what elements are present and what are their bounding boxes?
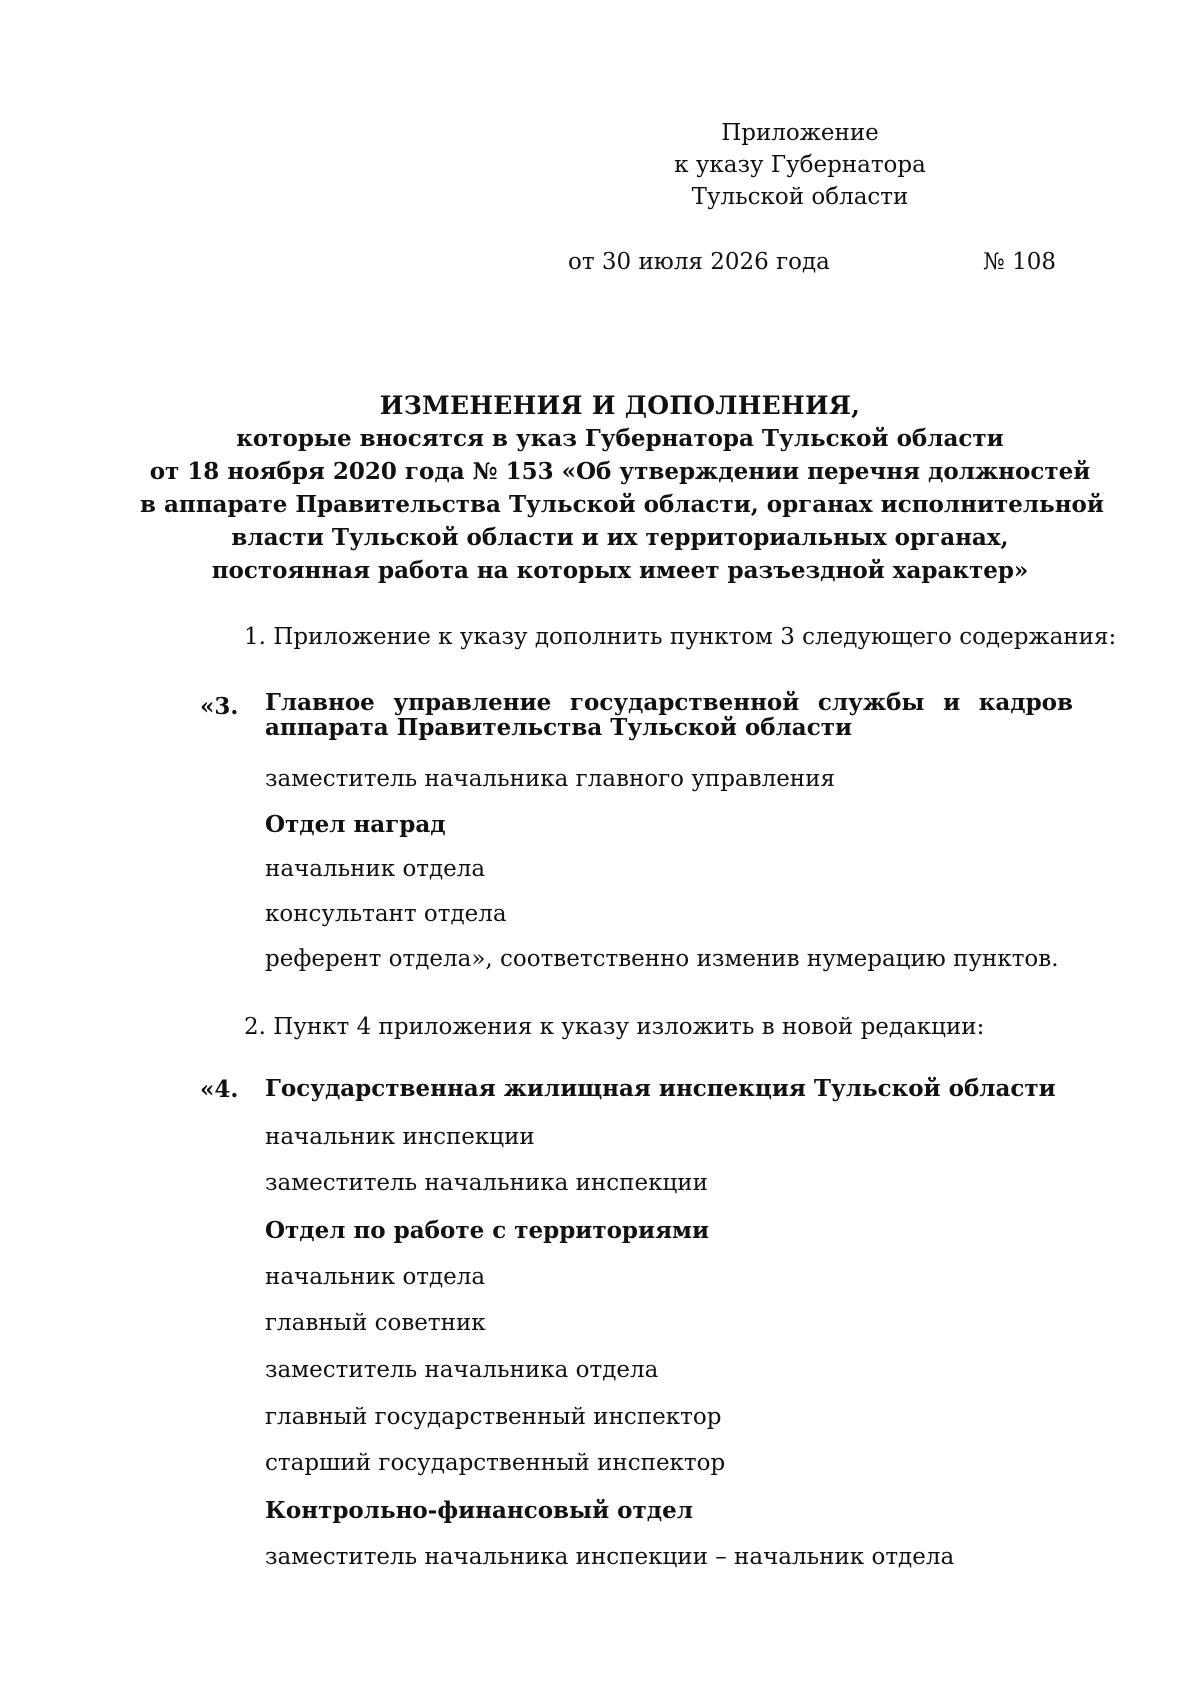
position-item: консультант отдела [265,901,507,927]
position-item: главный государственный инспектор [265,1404,722,1430]
title-line: власти Тульской области и их территориальных органах, [231,524,1009,551]
decree-number: № 108 [983,249,1056,275]
title-line: постоянная работа на которых имеет разъездной характер» [211,557,1029,584]
appendix-line: к указу Губернатора [674,152,926,178]
item-3-heading-line2: аппарата Правительства Тульской области [265,714,853,741]
decree-date: от 30 июля 2026 года [568,249,830,275]
paragraph-2: 2. Пункт 4 приложения к указу изложить в новой редакции: [244,1014,985,1040]
title-line: от 18 ноября 2020 года № 153 «Об утверждении перечня должностей [149,458,1091,485]
position-item: старший государственный инспектор [265,1450,726,1476]
position-item: начальник отдела [265,856,486,882]
title-line: ИЗМЕНЕНИЯ И ДОПОЛНЕНИЯ, [379,391,861,420]
item-3-heading [265,690,1073,740]
position-item: главный советник [265,1310,486,1336]
appendix-line: Приложение [721,120,879,146]
appendix-header [650,117,950,213]
item-3-heading-line1: Главное управление государственной службы и кадров [265,689,1073,716]
department-heading: Отдел по работе с территориями [265,1217,710,1244]
title-line: в аппарате Правительства Тульской области, органах исполнительной [140,491,1104,518]
appendix-line: Тульской области [691,184,909,210]
item-4-number: «4. [200,1076,239,1103]
position-item: заместитель начальника отдела [265,1357,659,1383]
title-line: которые вносятся в указ Губернатора Тульской области [236,425,1004,452]
item-3-number: «3. [200,693,239,720]
item-4-heading: Государственная жилищная инспекция Тульской области [265,1075,1056,1102]
paragraph-1: 1. Приложение к указу дополнить пунктом 3 следующего содержания: [244,624,1117,650]
position-item: заместитель начальника инспекции – начальник отдела [265,1544,955,1570]
document-title [140,389,1104,587]
department-heading: Контрольно-финансовый отдел [265,1497,693,1524]
position-item: начальник инспекции [265,1124,535,1150]
position-item: заместитель начальника инспекции [265,1170,708,1196]
position-item: референт отдела», соответственно изменив нумерацию пунктов. [265,946,1059,972]
position-item: заместитель начальника главного управления [265,766,835,792]
position-item: начальник отдела [265,1264,486,1290]
department-heading: Отдел наград [265,811,446,838]
